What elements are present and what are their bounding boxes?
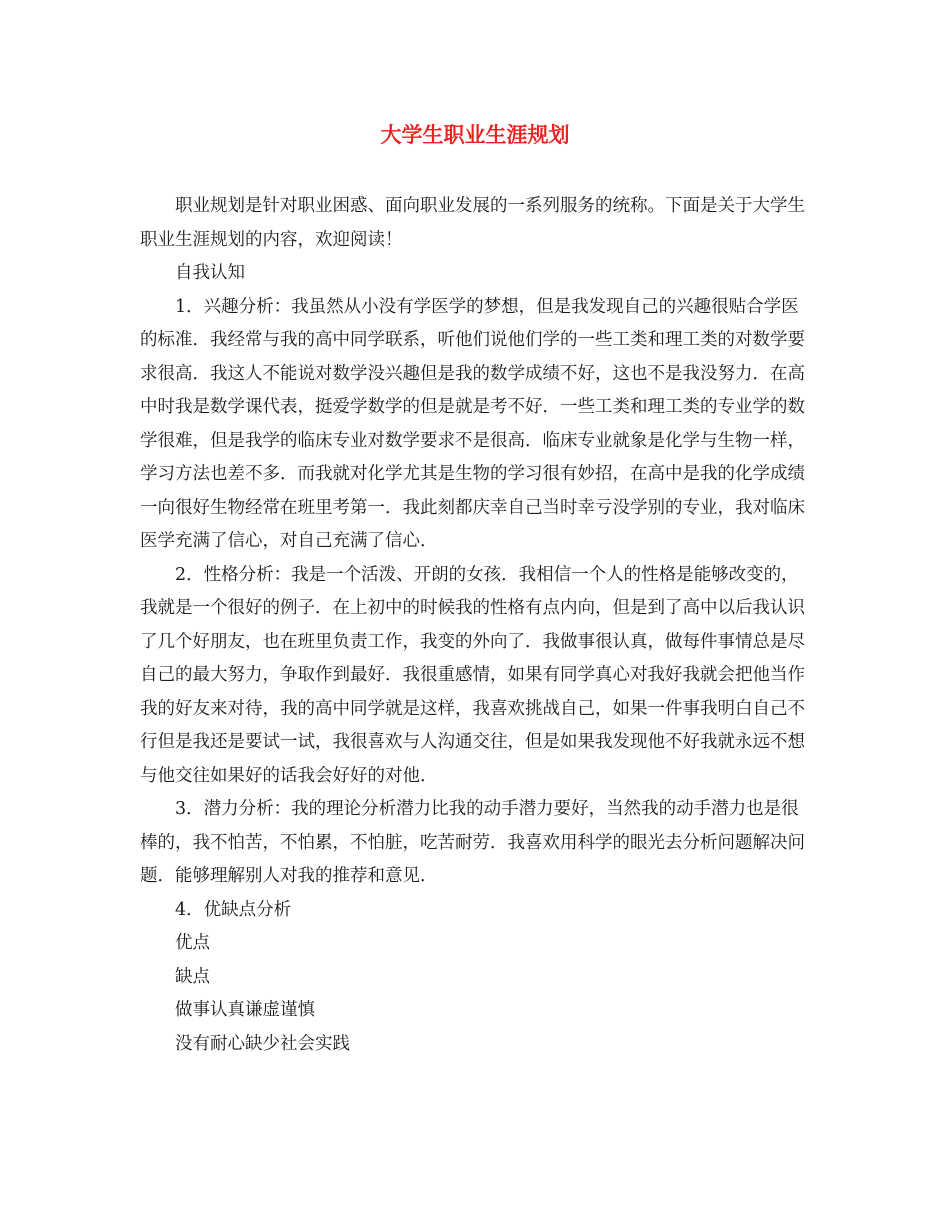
weaknesses-text: 没有耐心缺少社会实践 [175,1033,350,1054]
interest-analysis-paragraph: 1．兴趣分析：我虽然从小没有学医学的梦想，但是我发现自己的兴趣很贴合学医的标准．我经常与我的高中同学联系，听他们说他们学的一些工类和理工类的对数学要求很高．我这人不能说对数学没兴趣但是我的数学成绩不好，这也不是我没努力．在高中时我是数学课代表，挺爱学数学的但是就是考不好．一些工类和理工类的专业学的数学很难，但是我学的临床专业对数学要求不是很高．临床专业就象是化学与生物一样，学习方法也差不多．而我就对化学尤其是生物的学习很有妙招，在高中是我的化学成绩一向很好生物经常在班里考第一．我此刻都庆幸自己当时幸亏没学别的专业，我对临床医学充满了信心，对自己充满了信心． [140,296,805,551]
weaknesses-label: 缺点 [175,966,210,987]
strengths-text: 做事认真谦虚谨慎 [175,1000,315,1020]
personality-analysis-paragraph: 2．性格分析：我是一个活泼、开朗的女孩．我相信一个人的性格是能够改变的，我就是一个很好的例子．在上初中的时候我的性格有点内向，但是到了高中以后我认识了几个好朋友，也在班里负责工作，我变的外向了．我做事很认真，做每件事情总是尽自己的最大努力，争取作到最好．我很重感情，如果有同学真心对我好我就会把他当作我的好友来对待，我的高中同学就是这样，我喜欢挑战自己，如果一件事我明白自己不行但是我还是要试一试，我很喜欢与人沟通交往，但是如果我发现他不好我就永远不想与他交往如果好的话我会好好的对他． [140,564,805,786]
section-heading: 自我认知 [175,263,245,283]
pros-cons-heading: 4．优缺点分析 [175,899,292,920]
potential-analysis-paragraph: 3．潜力分析：我的理论分析潜力比我的动手潜力要好，当然我的动手潜力也是很棒的，我不怕苦，不怕累，不怕脏，吃苦耐劳．我喜欢用科学的眼光去分析问题解决问题．能够理解别人对我的推荐和意见． [140,799,805,886]
document-title: 大学生职业生涯规划 [380,122,570,147]
strengths-label: 优点 [175,933,210,953]
intro-paragraph: 职业规划是针对职业困惑、面向职业发展的一系列服务的统称。下面是关于大学生职业生涯规划的内容，欢迎阅读！ [140,196,805,250]
document-body [140,190,812,1061]
